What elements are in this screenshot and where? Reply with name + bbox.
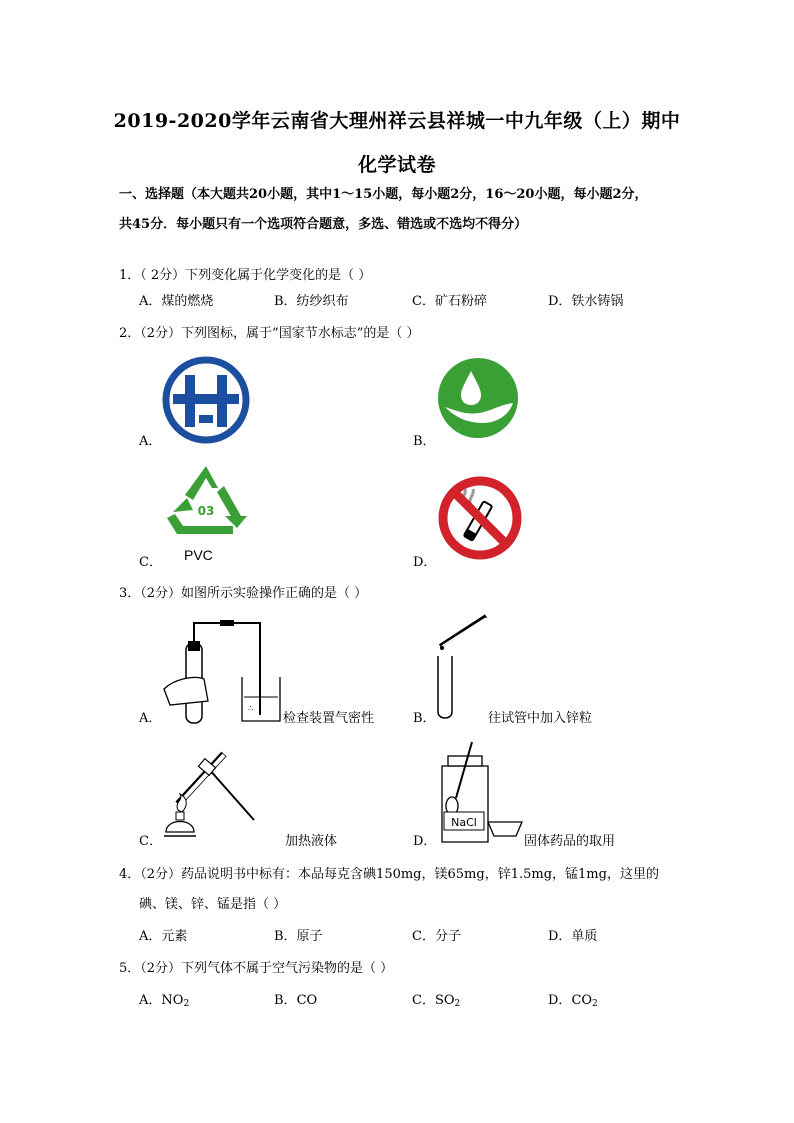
recycle-pvc-label: PVC <box>184 547 213 563</box>
question-3-caption-d: 固体药品的取用 <box>524 834 616 849</box>
section-header-line2: 共45分．每小题只有一个选项符合题意，多选、错选或不选均不得分） <box>119 217 528 232</box>
question-5-option-b[interactable] <box>274 989 317 1008</box>
question-3-label-a[interactable]: A． <box>139 711 162 726</box>
question-3-caption-a: 检查装置气密性 <box>283 711 375 726</box>
question-4-stem-continued: 碘、镁、锌、锰是指（ ） <box>139 897 287 912</box>
formula-subscript: 2 <box>592 999 598 1009</box>
question-3-label-c[interactable]: C． <box>139 834 162 849</box>
no-smoking-icon <box>437 475 523 561</box>
question-3-caption-c: 加热液体 <box>285 834 338 849</box>
option-prefix: A． <box>139 993 162 1008</box>
formula-co: CO <box>296 993 318 1008</box>
question-2-label-c[interactable]: C． <box>139 555 162 570</box>
recycle-icon <box>163 460 249 540</box>
question-4-option-b[interactable]: B．原子 <box>274 929 323 944</box>
question-2-label-a[interactable]: A． <box>139 434 162 449</box>
question-4-option-a[interactable]: A．元素 <box>139 929 188 944</box>
question-5-option-c[interactable] <box>412 989 460 1009</box>
recycle-number: 03 <box>197 504 215 518</box>
formula-so2: SO <box>434 993 455 1008</box>
question-1-option-d[interactable]: D．铁水铸锅 <box>548 294 624 309</box>
solid-reagent-diagram <box>430 738 530 848</box>
section-header <box>119 180 679 240</box>
paper-title-line2: 化学试卷 <box>357 154 436 176</box>
question-1-option-a[interactable]: A．煤的燃烧 <box>139 294 214 309</box>
airtightness-check-diagram <box>160 615 282 727</box>
svg-text:∴: ∴ <box>248 704 254 713</box>
question-2-stem: 2．（2分）下列图标，属于“国家节水标志”的是（ ） <box>119 326 420 341</box>
nacl-bottle-label: NaCl <box>451 816 477 829</box>
formula-subscript: 2 <box>183 999 190 1009</box>
question-3-caption-b: 往试管中加入锌粒 <box>488 711 593 726</box>
question-4-option-d[interactable]: D．单质 <box>548 929 598 944</box>
question-4-option-c[interactable]: C．分子 <box>412 929 461 944</box>
paper-title-line1: 2019-2020学年云南省大理州祥云县祥城一中九年级（上）期中 <box>113 110 681 132</box>
water-saving-logo-icon <box>437 357 519 439</box>
question-3-label-b[interactable]: B． <box>413 711 436 726</box>
question-2-label-b[interactable]: B． <box>413 434 436 449</box>
option-prefix: B． <box>274 993 297 1008</box>
formula-subscript: 2 <box>454 999 461 1009</box>
question-3-stem: 3．（2分）如图所示实验操作正确的是（ ） <box>119 586 368 601</box>
option-prefix: C． <box>412 993 435 1008</box>
question-1-option-b[interactable]: B．纺纱织布 <box>274 294 349 309</box>
question-5-stem: 5．（2分）下列气体不属于空气污染物的是（ ） <box>119 961 394 976</box>
question-5-option-a[interactable] <box>139 989 189 1009</box>
question-1-stem: 1．（ 2分）下列变化属于化学变化的是（ ） <box>119 268 372 283</box>
option-prefix: D． <box>548 993 572 1008</box>
question-2-label-d[interactable]: D． <box>413 555 437 570</box>
question-4-stem: 4．（2分）药品说明书中标有：本品每克含碘150mg，镁65mg，锌1.5mg，锰1mg，这里的 <box>119 867 659 882</box>
question-3-label-d[interactable]: D． <box>413 834 437 849</box>
heat-liquid-diagram <box>160 750 260 850</box>
question-1-option-c[interactable]: C．矿石粉碎 <box>412 294 487 309</box>
question-5-option-d[interactable] <box>548 989 598 1009</box>
section-header-line1: 一、选择题（本大题共20小题，其中1～15小题，每小题2分，16～20小题，每小题2分， <box>119 187 648 202</box>
formula-co2: CO <box>571 993 593 1008</box>
formula-no2: NO <box>161 993 184 1008</box>
energy-saving-logo-icon <box>163 357 249 443</box>
